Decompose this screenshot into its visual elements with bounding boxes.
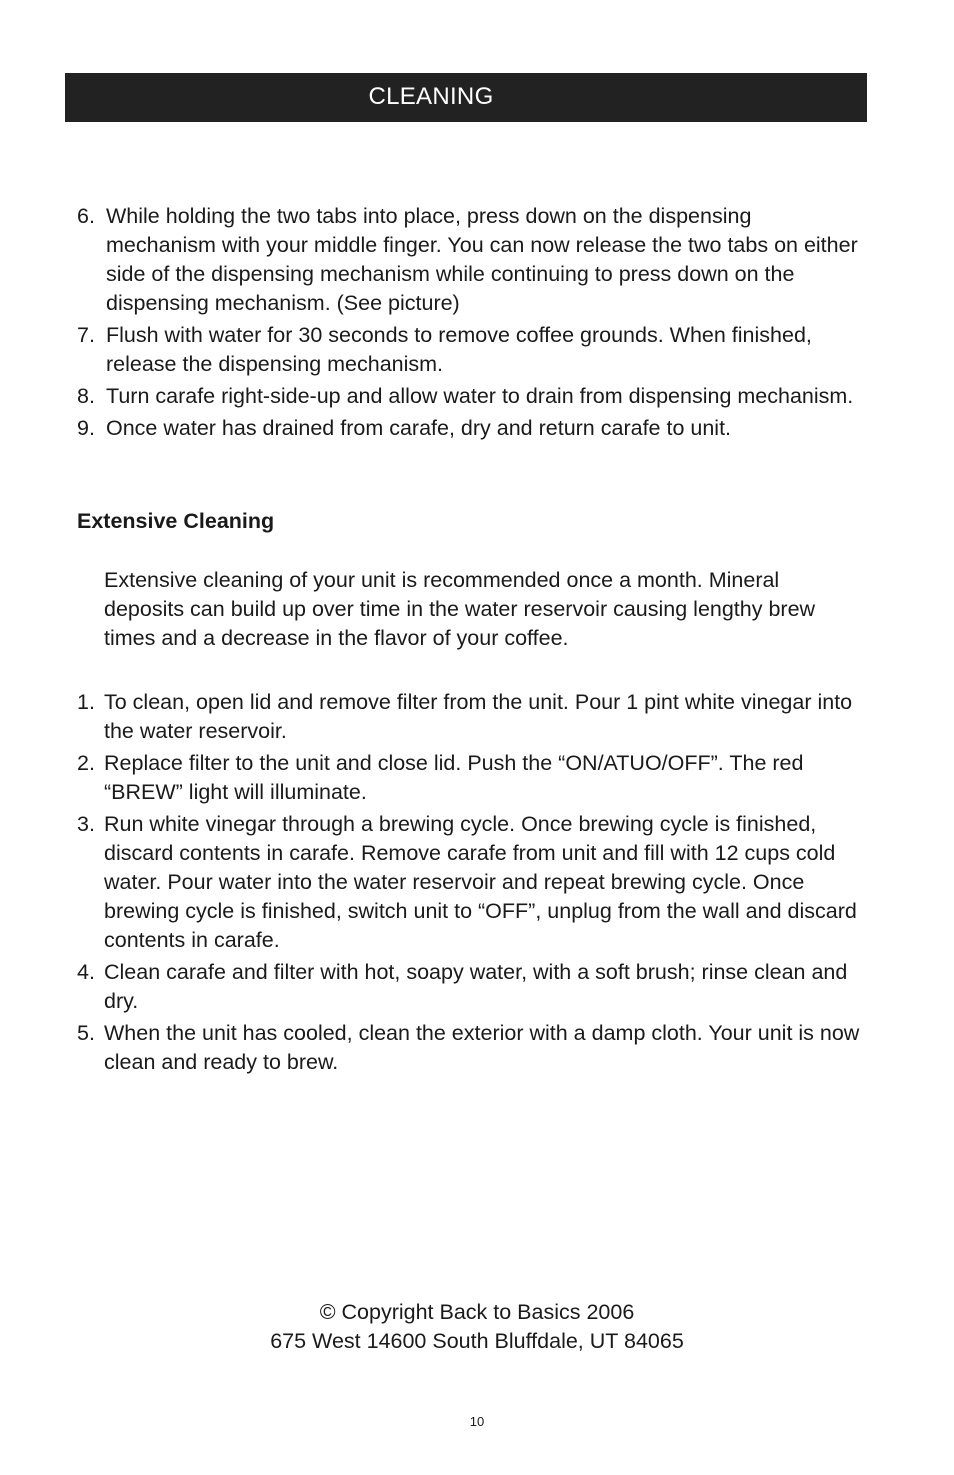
list-item xyxy=(77,321,867,379)
list-item xyxy=(77,749,867,807)
step-number: 3. xyxy=(77,812,95,836)
cleaning-steps-list xyxy=(77,202,867,446)
step-number: 1. xyxy=(77,690,95,714)
step-number: 7. xyxy=(77,323,95,347)
extensive-cleaning-intro: Extensive cleaning of your unit is recommended once a month. Mineral deposits can build up over time in the water reservoir causing lengthy brew times and a decrease in the flavor of your coffee. xyxy=(104,568,816,650)
step-number: 6. xyxy=(77,204,95,228)
list-item xyxy=(77,382,867,411)
step-text: Run white vinegar through a brewing cycle. Once brewing cycle is finished, discard contents in carafe. Remove carafe from unit and fill with 12 cups cold water. Pour water into the water reservoir and repeat brewing cycle. Once brewing cycle is finished, switch unit to “OFF”, unplug from the wall and discard contents in carafe. xyxy=(104,812,857,952)
step-text: Clean carafe and filter with hot, soapy water, with a soft brush; rinse clean and dry. xyxy=(104,960,848,1013)
extensive-cleaning-heading: Extensive Cleaning xyxy=(77,509,275,533)
step-number: 9. xyxy=(77,416,95,440)
list-item xyxy=(77,414,867,443)
list-item xyxy=(77,688,867,746)
step-text: Replace filter to the unit and close lid. Push the “ON/ATUO/OFF”. The red “BREW” light will illuminate. xyxy=(104,751,804,804)
step-number: 5. xyxy=(77,1021,95,1045)
list-item xyxy=(77,202,867,318)
section-header-bar xyxy=(65,73,867,122)
step-text: To clean, open lid and remove filter from the unit. Pour 1 pint white vinegar into the water reservoir. xyxy=(104,690,853,743)
step-text: While holding the two tabs into place, press down on the dispensing mechanism with your middle finger. You can now release the two tabs on either side of the dispensing mechanism while continuing to press down on the dispensing mechanism. (See picture) xyxy=(106,204,858,315)
step-text: When the unit has cooled, clean the exterior with a damp cloth. Your unit is now clean and ready to brew. xyxy=(104,1021,860,1074)
step-text: Turn carafe right-side-up and allow water to drain from dispensing mechanism. xyxy=(106,384,854,408)
step-text: Flush with water for 30 seconds to remove coffee grounds. When finished, release the dispensing mechanism. xyxy=(106,323,812,376)
step-text: Once water has drained from carafe, dry and return carafe to unit. xyxy=(106,416,732,440)
step-number: 2. xyxy=(77,751,95,775)
list-item xyxy=(77,1019,867,1077)
page-number: 10 xyxy=(469,1414,485,1429)
list-item xyxy=(77,958,867,1016)
copyright-line: © Copyright Back to Basics 2006 xyxy=(319,1300,635,1324)
extensive-cleaning-steps-list xyxy=(77,688,867,1080)
step-number: 4. xyxy=(77,960,95,984)
address-line: 675 West 14600 South Bluffdale, UT 84065 xyxy=(270,1329,684,1353)
section-title: CLEANING xyxy=(368,83,494,110)
step-number: 8. xyxy=(77,384,95,408)
footer xyxy=(0,1298,954,1356)
list-item xyxy=(77,810,867,955)
